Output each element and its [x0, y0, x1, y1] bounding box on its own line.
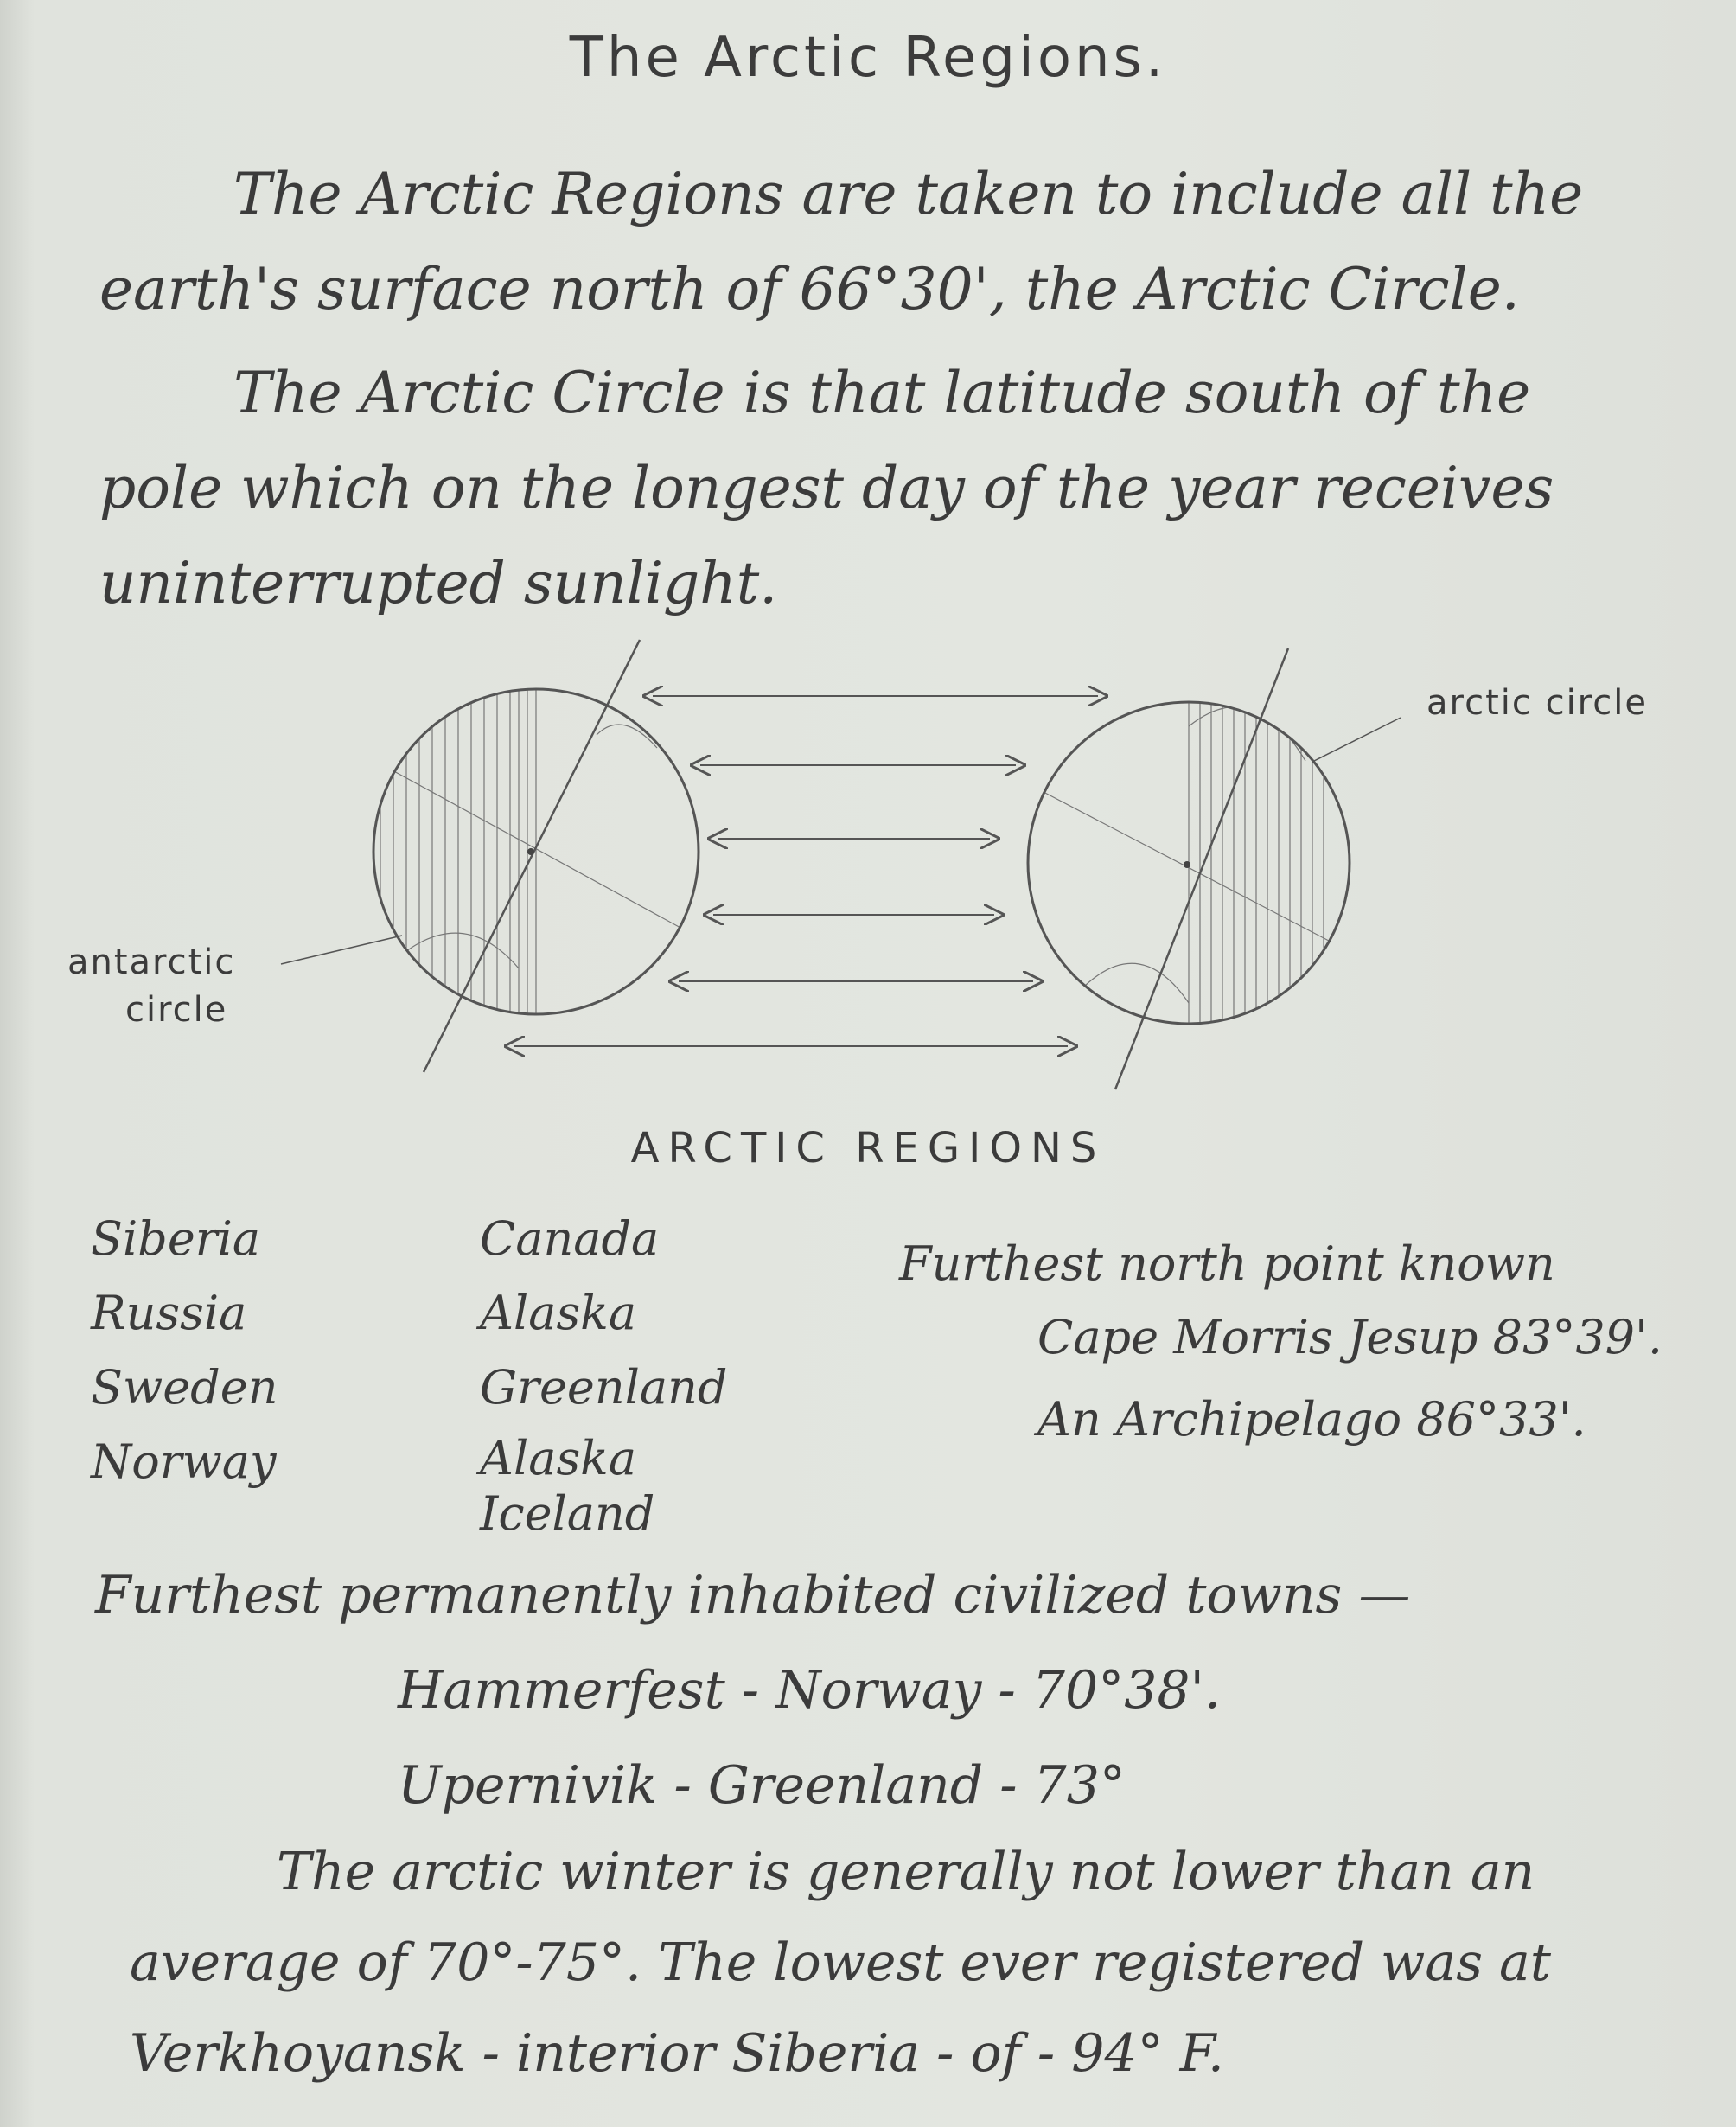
antarctic-circle-leader — [281, 936, 402, 964]
page-title: The Arctic Regions. — [569, 26, 1167, 90]
regions-column-2-extra — [480, 1431, 654, 1542]
winter-line-2: average of 70°-75°. The lowest ever registered was at — [130, 1932, 1551, 1993]
paragraph-1-line-2: earth's surface north of 66°30', the Arctic Circle. — [99, 256, 1520, 323]
furthest-north-heading: Furthest north point known — [899, 1236, 1555, 1291]
arctic-circle-leader — [1314, 718, 1401, 761]
region-siberia: Siberia — [91, 1211, 261, 1266]
furthest-north-line-1: Cape Morris Jesup 83°39'. — [1037, 1310, 1663, 1364]
right-globe — [1028, 648, 1350, 1089]
winter-line-1: The arctic winter is generally not lower than an — [277, 1842, 1535, 1902]
regions-heading: ARCTIC REGIONS — [630, 1124, 1106, 1172]
left-globe — [373, 640, 699, 1072]
paragraph-2-line-1: The Arctic Circle is that latitude south of the — [233, 360, 1531, 426]
winter-line-3: Verkhoyansk - interior Siberia - of - 94° F. — [130, 2023, 1225, 2084]
sunlight-arrows — [514, 696, 1098, 1046]
towns-line-2: Upernivik - Greenland - 73° — [398, 1755, 1126, 1816]
regions-column-2 — [480, 1202, 727, 1425]
region-sweden: Sweden — [91, 1360, 278, 1415]
paragraph-2-line-2: pole which on the longest day of the year receives — [99, 455, 1554, 521]
paragraph-2-line-3: uninterrupted sunlight. — [99, 550, 778, 616]
regions-column-1 — [91, 1202, 278, 1499]
region-greenland: Greenland — [480, 1360, 728, 1415]
arctic-circle-label: arctic circle — [1426, 683, 1648, 723]
towns-heading: Furthest permanently inhabited civilized towns — — [95, 1565, 1411, 1626]
antarctic-circle-label-line-1: antarctic — [67, 942, 236, 982]
region-iceland: Iceland — [480, 1486, 655, 1541]
region-russia: Russia — [91, 1286, 247, 1340]
furthest-north-line-2: An Archipelago 86°33'. — [1037, 1392, 1586, 1447]
region-norway: Norway — [91, 1434, 277, 1489]
region-canada: Canada — [480, 1211, 660, 1266]
paragraph-1-line-1: The Arctic Regions are taken to include all the — [233, 161, 1584, 227]
region-alaska: Alaska — [480, 1286, 637, 1340]
region-alaska-2: Alaska — [480, 1431, 637, 1485]
antarctic-circle-label-line-2: circle — [125, 990, 228, 1030]
towns-line-1: Hammerfest - Norway - 70°38'. — [398, 1660, 1222, 1721]
